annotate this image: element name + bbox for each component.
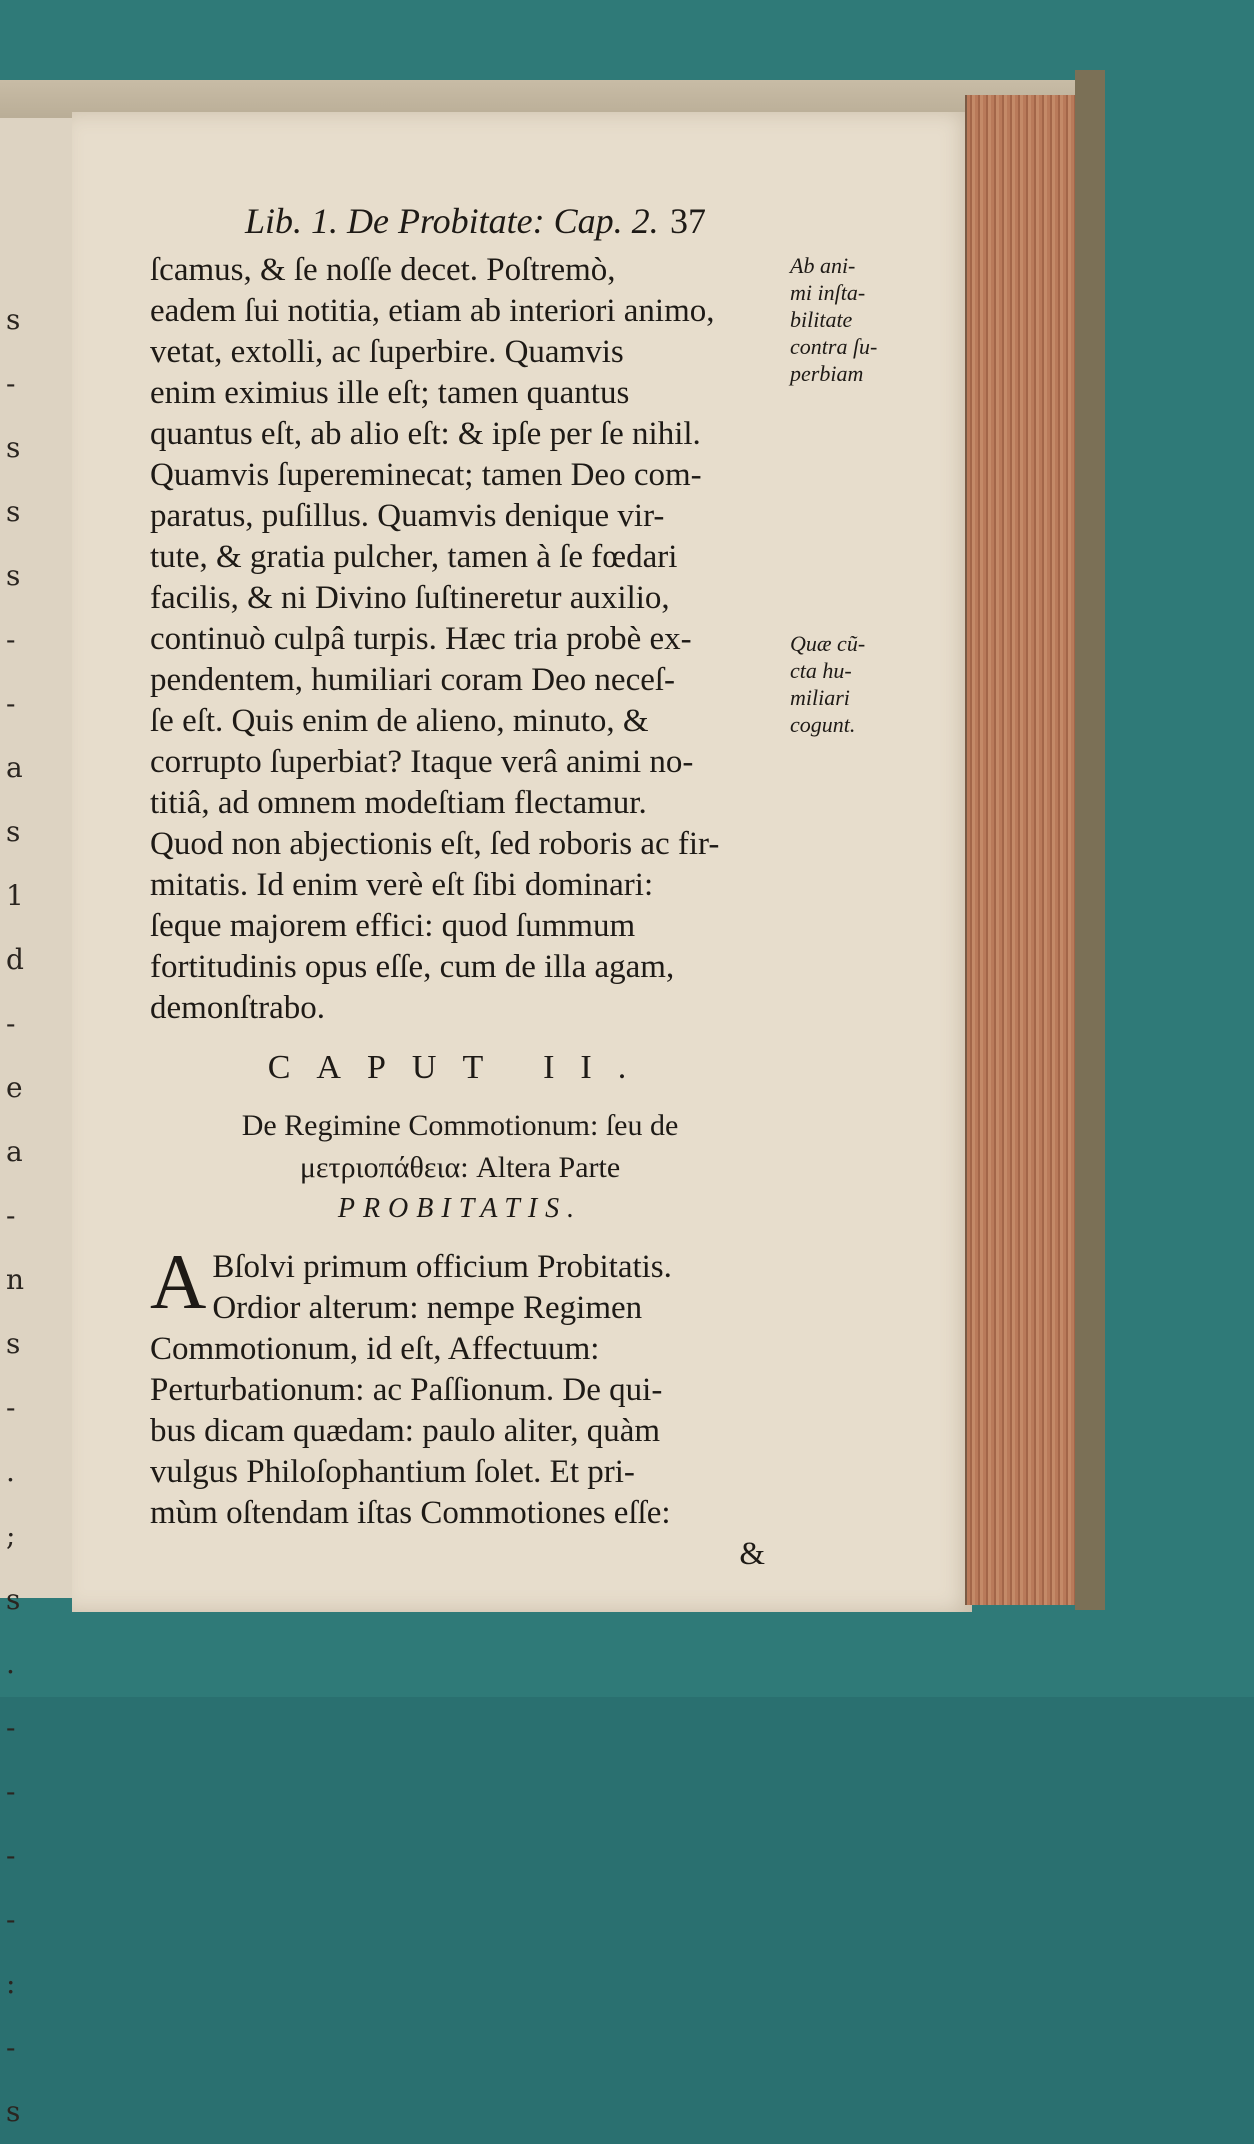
margin-note-1 <box>790 252 900 387</box>
left-page-mark: 1 <box>6 879 24 912</box>
text-line: Commotionum, id eſt, Affectuum: <box>150 1331 600 1367</box>
text-line: fortitudinis opus eſſe, cum de illa agam, <box>150 949 675 985</box>
catchword: & <box>739 1536 765 1572</box>
text-line: ſcamus, & ſe noſſe decet. Poſtremò, <box>150 252 616 288</box>
text-line: vetat, extolli, ac ſuperbire. Quamvis <box>150 334 624 370</box>
left-page-mark: n <box>6 1263 25 1296</box>
left-page-marks <box>6 288 46 2128</box>
left-page-mark: s <box>6 559 21 592</box>
left-page-mark: : <box>6 1967 16 2000</box>
text-line: Perturbationum: ac Paſſionum. De qui- <box>150 1372 663 1408</box>
text-line: ſeque majorem effici: quod ſummum <box>150 908 636 944</box>
chapter-heading: CAPUT II. <box>267 1049 653 1086</box>
left-page-mark: s <box>6 1583 21 1616</box>
left-page-mark: s <box>6 495 21 528</box>
left-page-fragment <box>0 118 75 2128</box>
left-page-mark: s <box>6 1327 21 1360</box>
text-line: tute, & gratia pulcher, tamen à ſe fœdari <box>150 539 678 575</box>
left-page-mark: - <box>6 687 16 720</box>
left-page-mark: a <box>6 751 23 784</box>
text-line: Bſolvi primum officium Probitatis. <box>212 1249 672 1285</box>
running-head: Lib. 1. De Probitate: Cap. 2. <box>245 201 659 241</box>
chapter-subtitle-3: PROBITATIS. <box>337 1193 583 1224</box>
chapter-subtitle-1: De Regimine Commotionum: ſeu de <box>241 1109 679 1142</box>
left-page-mark: - <box>6 1711 16 1744</box>
left-page-mark: a <box>6 1135 23 1168</box>
text-line: demonſtrabo. <box>150 990 326 1026</box>
left-page-mark: - <box>6 1199 16 1232</box>
left-page-mark: - <box>6 1839 16 1872</box>
margin-note-line: miliari <box>790 685 850 710</box>
margin-note-line: Quæ cũ- <box>790 631 866 656</box>
left-page-mark: - <box>6 623 16 656</box>
book-cover-edge <box>1075 70 1105 1610</box>
running-header <box>150 200 770 252</box>
left-page-mark: . <box>6 1455 15 1488</box>
body-paragraph <box>150 252 770 1031</box>
chapter-paragraph <box>150 1238 770 1577</box>
text-line: pendentem, humiliari coram Deo neceſ- <box>150 662 676 698</box>
text-line: vulgus Philoſophantium ſolet. Et pri- <box>150 1454 635 1490</box>
left-page-mark: - <box>6 1903 16 1936</box>
text-line: ſe eſt. Quis enim de alieno, minuto, & <box>150 703 649 739</box>
margin-note-line: mi inſta- <box>790 280 866 305</box>
left-page-mark: s <box>6 815 21 848</box>
text-line: paratus, puſillus. Quamvis denique vir- <box>150 498 665 534</box>
text-line: facilis, & ni Divino ſuſtineretur auxilio, <box>150 580 670 616</box>
chapter-subtitle-2: μετριοπάθεια: Altera Parte <box>299 1151 621 1184</box>
text-line: Quod non abjectionis eſt, ſed roboris ac fir- <box>150 826 720 862</box>
left-page-mark: e <box>6 1071 23 1104</box>
text-line: corrupto ſuperbiat? Itaque verâ animi no- <box>150 744 694 780</box>
drop-cap: A <box>150 1238 207 1325</box>
left-page-mark: - <box>6 1775 16 1808</box>
text-line: continuò culpâ turpis. Hæc tria probè ex- <box>150 621 692 657</box>
margin-note-line: contra ſu- <box>790 334 878 359</box>
text-line: titiâ, ad omnem modeſtiam flectamur. <box>150 785 647 821</box>
text-line: mùm oſtendam iſtas Commotiones eſſe: <box>150 1495 671 1531</box>
left-page-mark: d <box>6 943 24 976</box>
text-line: quantus eſt, ab alio eſt: & ipſe per ſe nihil. <box>150 416 701 452</box>
text-line: eadem ſui notitia, etiam ab interiori animo, <box>150 293 715 329</box>
left-page-mark: s <box>6 431 21 464</box>
text-line: bus dicam quædam: paulo aliter, quàm <box>150 1413 661 1449</box>
text-line: Quamvis ſupereminecat; tamen Deo com- <box>150 457 702 493</box>
chapter-lines <box>150 1331 770 1536</box>
margin-note-2 <box>790 630 900 738</box>
page-number: 37 <box>670 201 706 241</box>
left-page-mark: . <box>6 1647 15 1680</box>
margin-note-line: Ab ani- <box>790 253 856 278</box>
left-page-mark: ; <box>6 1519 16 1552</box>
page-edges <box>965 95 1077 1605</box>
left-page-mark: - <box>6 2031 16 2064</box>
text-line: Ordior alterum: nempe Regimen <box>212 1290 643 1326</box>
margin-note-line: perbiam <box>790 361 864 386</box>
margin-note-line: cogunt. <box>790 712 856 737</box>
left-page-mark: - <box>6 1391 16 1424</box>
text-line: mitatis. Id enim verè eſt ſibi dominari: <box>150 867 654 903</box>
left-page-mark: - <box>6 367 16 400</box>
text-line: enim eximius ille eſt; tamen quantus <box>150 375 630 411</box>
margin-note-line: bilitate <box>790 307 853 332</box>
margin-note-line: cta hu- <box>790 658 852 683</box>
page-text <box>150 200 770 1577</box>
left-page-mark: - <box>6 1007 16 1040</box>
left-page-mark: s <box>6 2095 21 2128</box>
left-page-mark: s <box>6 303 21 336</box>
